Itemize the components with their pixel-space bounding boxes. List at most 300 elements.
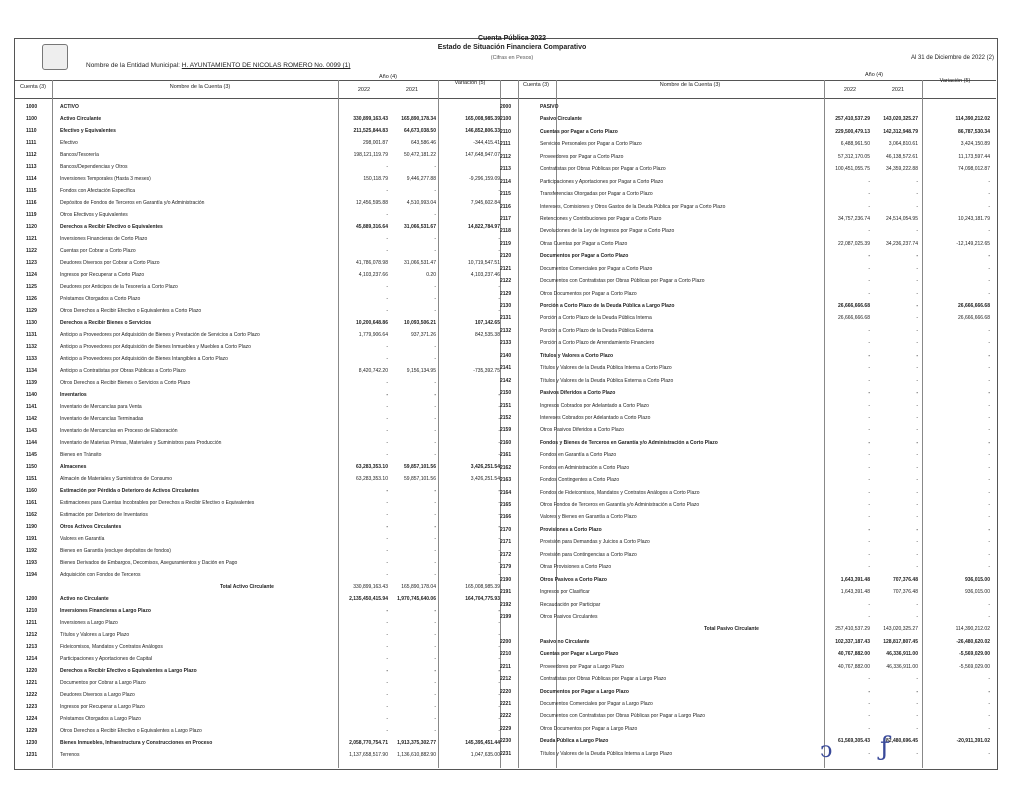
table-row xyxy=(26,728,500,740)
cell-name: Valores y Bienes en Garantía a Corto Plazo xyxy=(540,514,637,521)
cell-v21: - xyxy=(434,512,436,518)
table-row xyxy=(500,564,994,576)
cell-v22: - xyxy=(868,228,870,235)
cell-v21: - xyxy=(916,178,918,185)
cell-var: 165,008,985.39 xyxy=(465,584,500,590)
table-row xyxy=(500,738,994,750)
cell-var: - xyxy=(498,416,500,422)
document-title xyxy=(0,34,1024,52)
table-row xyxy=(500,402,994,415)
cell-v22: - xyxy=(386,536,388,542)
cell-v21: 143,020,325.27 xyxy=(883,626,918,633)
cell-var: - xyxy=(988,439,990,446)
cell-code: 1114 xyxy=(26,176,37,182)
cell-var: - xyxy=(498,440,500,446)
right-col-account-header: Cuenta (3) xyxy=(523,82,549,88)
cell-v21: - xyxy=(434,680,436,686)
cell-code: 2133 xyxy=(500,340,512,347)
cell-name: Participaciones y Aportaciones por Pagar a Corto Plazo xyxy=(540,178,664,185)
cell-var: - xyxy=(498,668,500,674)
cell-code: 2119 xyxy=(500,240,511,247)
cell-v22: 26,666,666.68 xyxy=(838,315,870,322)
cell-name: Cuentas por Pagar a Largo Plazo xyxy=(540,651,619,658)
cell-var: - xyxy=(988,228,990,235)
cell-var: - xyxy=(498,728,500,734)
cell-code: 1124 xyxy=(26,272,37,278)
cell-v21: - xyxy=(434,536,436,542)
cell-var: - xyxy=(498,296,500,302)
cell-code: 2140 xyxy=(500,352,512,359)
cell-code: 1110 xyxy=(26,128,37,134)
cell-name: Contratistas por Obras Públicas por Pagar a Largo Plazo xyxy=(540,676,667,683)
cell-name: Títulos y Valores de la Deuda Pública Interna a Corto Plazo xyxy=(540,365,672,372)
cell-code: 2132 xyxy=(500,327,512,334)
table-row xyxy=(500,414,994,427)
cell-v21: - xyxy=(916,278,918,285)
cell-v22: - xyxy=(868,750,870,757)
cell-v22: - xyxy=(386,488,388,494)
right-col-name-header: Nombre de la Cuenta (3) xyxy=(659,82,721,88)
cell-var: - xyxy=(988,265,990,272)
table-row xyxy=(26,632,500,644)
cell-name: Activo no Circulante xyxy=(60,596,109,602)
cell-var: - xyxy=(988,688,990,695)
cell-v21: - xyxy=(916,701,918,707)
table-row xyxy=(500,576,994,589)
cell-name: Porción a Corto Plazo de la Deuda Pública Interna xyxy=(540,315,652,322)
cell-name: Fondos en Garantía a Corto Plazo xyxy=(540,452,617,459)
cell-code: 2165 xyxy=(500,502,512,508)
cell-name: Participaciones y Aportaciones de Capital xyxy=(60,656,152,662)
table-row xyxy=(500,725,994,738)
cell-v22: 34,757,236.74 xyxy=(838,215,870,222)
cell-v21: - xyxy=(434,668,436,674)
table-row xyxy=(26,620,500,632)
cell-name: Anticipo a Proveedores por Adquisición de Bienes y Prestación de Servicios a Corto Plazo xyxy=(60,332,260,338)
cell-v22: - xyxy=(868,601,870,608)
table-row xyxy=(500,253,994,265)
cell-v22: - xyxy=(868,203,870,210)
cell-code: 2179 xyxy=(500,564,512,571)
cell-v22: 211,525,844.83 xyxy=(353,128,388,134)
table-row xyxy=(26,236,500,248)
cell-code: 1190 xyxy=(26,524,37,530)
cell-var: - xyxy=(498,236,500,242)
cell-v21: - xyxy=(434,548,436,554)
table-row xyxy=(500,464,994,477)
table-row xyxy=(26,332,500,344)
table-row xyxy=(26,668,500,680)
units-note: (Cifras en Pesos) xyxy=(490,55,534,61)
cell-v22: - xyxy=(386,164,388,170)
cell-v21: 64,673,038.50 xyxy=(404,128,436,134)
cell-v21: - xyxy=(434,236,436,242)
cell-code: 2159 xyxy=(500,427,512,434)
cell-v21: - xyxy=(916,439,918,446)
cell-code: 1129 xyxy=(26,308,37,314)
cell-v22: - xyxy=(868,327,870,334)
table-row xyxy=(26,680,500,692)
cell-v21: 59,857,101.56 xyxy=(404,464,436,470)
table-row xyxy=(500,315,994,327)
table-row xyxy=(26,368,500,380)
cell-v21: - xyxy=(434,620,436,626)
table-row xyxy=(26,704,500,716)
cell-var: - xyxy=(988,514,990,521)
cell-code: 2142 xyxy=(500,377,512,384)
cell-code: 2163 xyxy=(500,477,512,484)
table-row xyxy=(500,589,994,601)
cell-v22: - xyxy=(386,608,388,614)
cell-v22: - xyxy=(868,452,870,459)
table-row xyxy=(26,512,500,524)
cell-v21: - xyxy=(916,315,918,322)
cell-name: Terrenos xyxy=(60,752,80,758)
cell-var: - xyxy=(988,327,990,334)
cell-v22: 150,118.79 xyxy=(363,176,388,182)
table-row xyxy=(26,116,500,128)
cell-code: 1116 xyxy=(26,200,37,206)
cell-v22: - xyxy=(386,236,388,242)
cell-v22: - xyxy=(868,402,870,409)
cell-name: Contratistas por Obras Públicas por Pagar a Corto Plazo xyxy=(540,166,666,173)
cell-code: 1151 xyxy=(26,476,37,482)
cell-v21: - xyxy=(434,188,436,194)
cell-name: PASIVO xyxy=(540,104,559,110)
cell-code: 1133 xyxy=(26,356,37,362)
table-row xyxy=(26,656,500,668)
cell-v21: - xyxy=(434,704,436,710)
cell-var: - xyxy=(988,414,990,421)
cell-code: 1125 xyxy=(26,284,37,290)
table-row xyxy=(26,692,500,704)
table-row xyxy=(26,212,500,224)
cell-name: Préstamos Otorgados a Corto Plazo xyxy=(60,296,141,302)
cell-var: - xyxy=(988,676,990,683)
cell-code: 1214 xyxy=(26,656,38,662)
cell-var: -20,911,391.02 xyxy=(956,738,990,745)
cell-name: Estimación por Deterioro de Inventarios xyxy=(60,512,148,518)
cell-name: Inventario de Mercancías Terminadas xyxy=(60,416,144,422)
cell-var: - xyxy=(498,548,500,554)
cell-code: 1221 xyxy=(26,680,38,686)
cell-v22: - xyxy=(386,380,388,386)
right-col-2022-header: 2022 xyxy=(843,87,857,93)
cell-v22: 2,058,770,754.71 xyxy=(349,740,388,746)
cell-name: Porción a Corto Plazo de la Deuda Pública Externa xyxy=(540,327,654,334)
table-row xyxy=(26,152,500,164)
cell-code: 2111 xyxy=(500,141,511,148)
cell-name: Inventario de Mercancías en Proceso de Elaboración xyxy=(60,428,178,434)
cell-v22: 1,137,658,517.90 xyxy=(349,752,388,758)
cell-v21: 165,890,178.34 xyxy=(401,116,436,122)
cell-name: Documentos por Pagar a Largo Plazo xyxy=(540,688,629,695)
cell-code: 1142 xyxy=(26,416,37,422)
table-row xyxy=(500,352,994,365)
cell-v22: 198,121,119.79 xyxy=(353,152,388,158)
cell-code: 1130 xyxy=(26,320,37,326)
cell-name: Otras Cuentas por Pagar a Corto Plazo xyxy=(540,240,628,247)
cell-name: Ingresos por Recuperar a Largo Plazo xyxy=(60,704,145,710)
cell-v21: - xyxy=(434,608,436,614)
cell-name: Fondos con Afectación Específica xyxy=(60,188,136,194)
table-row xyxy=(26,140,500,152)
cell-name: Títulos y Valores a Corto Plazo xyxy=(540,352,614,359)
cell-code: 1139 xyxy=(26,380,37,386)
cell-v22: - xyxy=(868,340,870,347)
cell-var: - xyxy=(988,390,990,397)
cell-v22: 63,283,353.10 xyxy=(356,464,388,470)
cell-code: 2129 xyxy=(500,290,512,297)
cell-var: - xyxy=(988,340,990,347)
cell-v22: 298,001.87 xyxy=(362,140,388,146)
table-row xyxy=(500,290,994,303)
cell-v22: - xyxy=(868,613,870,620)
cell-v21: 128,817,807.45 xyxy=(883,638,918,645)
table-row xyxy=(500,215,994,228)
table-row xyxy=(26,740,500,752)
cell-name: Retenciones y Contribuciones por Pagar a Corto Plazo xyxy=(540,215,662,222)
cell-name: Deudores Diversos por Cobrar a Corto Plazo xyxy=(60,260,160,266)
cell-code: 1222 xyxy=(26,692,38,698)
cell-v22: - xyxy=(868,688,870,695)
cell-v22: 8,420,742.20 xyxy=(358,368,388,374)
cell-v22: - xyxy=(386,524,388,530)
cell-var: 842,535.38 xyxy=(474,332,500,338)
table-row xyxy=(26,536,500,548)
cell-name: Inversiones a Largo Plazo xyxy=(60,620,118,626)
cell-var: 114,390,212.02 xyxy=(955,626,990,633)
cell-var: - xyxy=(988,701,990,707)
cell-name: Pasivo no Circulante xyxy=(540,638,590,645)
cell-code: 2199 xyxy=(500,613,512,620)
cell-name: Fondos en Administración a Corto Plazo xyxy=(540,464,630,471)
cell-code: 2110 xyxy=(500,128,511,135)
cell-v22: - xyxy=(868,178,870,185)
cell-name: Deudores Diversos a Largo Plazo xyxy=(60,692,135,698)
cell-v21: - xyxy=(434,392,436,398)
cell-name: Estimación por Pérdida o Deterioro de Activos Circulantes xyxy=(60,488,200,494)
cell-code: 2150 xyxy=(500,390,512,397)
table-row xyxy=(500,327,994,340)
table-row xyxy=(26,164,500,176)
cell-v21: - xyxy=(916,228,918,235)
cell-name: Bancos/Dependencias y Otros xyxy=(60,164,128,170)
cell-code: 1224 xyxy=(26,716,38,722)
cell-name: Intereses Cobrados por Adelantado a Corto Plazo xyxy=(540,414,651,421)
right-col-year-header: Año (4) xyxy=(864,72,884,78)
cell-v21: 165,890,178.04 xyxy=(401,584,436,590)
cell-var: - xyxy=(498,392,500,398)
cell-v22: - xyxy=(868,514,870,521)
cell-v22: 4,103,237.66 xyxy=(358,272,388,278)
cell-name: Proveedores por Pagar a Largo Plazo xyxy=(540,663,624,670)
cell-v21: - xyxy=(434,416,436,422)
cell-v21: - xyxy=(916,340,918,347)
cell-v22: - xyxy=(386,212,388,218)
cell-code: 1115 xyxy=(26,188,37,194)
cell-var: - xyxy=(988,365,990,372)
cell-v22: - xyxy=(386,644,388,650)
cell-name: Ingresos por Recuperar a Corto Plazo xyxy=(60,272,145,278)
cell-name: Pasivo Circulante xyxy=(540,116,582,123)
cell-var: - xyxy=(988,203,990,210)
cell-name: Documentos por Pagar a Corto Plazo xyxy=(540,253,629,260)
cell-name: Otros Fondos de Terceros en Garantía y/o Administración a Corto Plazo xyxy=(540,502,700,508)
cell-var: 936,015.00 xyxy=(964,589,990,596)
cell-v21: - xyxy=(434,404,436,410)
cell-var: - xyxy=(988,725,990,732)
cell-code: 1223 xyxy=(26,704,38,710)
table-row xyxy=(26,416,500,428)
cell-v21: - xyxy=(916,452,918,459)
cell-v22: 10,200,648.86 xyxy=(356,320,388,326)
cell-v21: 34,236,237.74 xyxy=(886,240,918,247)
cell-code: 2152 xyxy=(500,414,512,421)
table-row xyxy=(500,663,994,676)
cell-v22: - xyxy=(386,668,388,674)
table-row xyxy=(26,344,500,356)
cell-var: -735,392.75 xyxy=(473,368,500,374)
cell-var: 1,047,635.00 xyxy=(470,752,500,758)
cell-v21: 0.20 xyxy=(426,272,436,278)
cell-v21: 9,446,277.88 xyxy=(406,176,436,182)
table-row xyxy=(500,439,994,452)
table-row xyxy=(26,560,500,572)
cell-var: - xyxy=(988,713,990,720)
liabilities-table xyxy=(500,104,994,763)
cell-code: 2120 xyxy=(500,253,512,260)
subtitle-line: Estado de Situación Financiera Comparativo xyxy=(437,44,587,51)
cell-code: 1161 xyxy=(26,500,37,506)
cell-v21: - xyxy=(434,440,436,446)
cell-var: -12,149,212.65 xyxy=(956,240,990,247)
cell-var: - xyxy=(498,572,500,578)
cell-code: 2171 xyxy=(500,539,512,546)
cell-name: Servicios Personales por Pagar a Corto Plazo xyxy=(540,141,642,148)
cell-v21: 707,376.48 xyxy=(892,589,918,596)
cell-var: - xyxy=(988,551,990,558)
table-row xyxy=(500,713,994,725)
table-row xyxy=(500,688,994,701)
cell-code: 1143 xyxy=(26,428,37,434)
cell-v21: - xyxy=(916,551,918,558)
cell-code: 1220 xyxy=(26,668,38,674)
cell-name: Otros Derechos a Recibir Bienes o Servicios a Corto Plazo xyxy=(60,380,191,386)
table-row xyxy=(500,203,994,216)
cell-code: 2229 xyxy=(500,725,512,732)
cell-name: Provisión para Demandas y Juicios a Corto Plazo xyxy=(540,539,650,546)
cell-name: Otros Derechos a Recibir Efectivo o Equivalentes a Corto Plazo xyxy=(60,308,202,314)
cell-v21: - xyxy=(916,402,918,409)
cell-var: 10,719,547.51 xyxy=(468,260,500,266)
cell-v21: 3,064,810.61 xyxy=(888,141,918,148)
left-col-year-header: Año (4) xyxy=(378,74,398,80)
cell-code: 1145 xyxy=(26,452,37,458)
cell-name: Depósitos de Fondos de Terceros en Garantía y/o Administración xyxy=(60,200,205,206)
cell-code: 1119 xyxy=(26,212,37,218)
cell-code: 2116 xyxy=(500,203,511,210)
cell-code: 1111 xyxy=(26,140,37,146)
cell-name: Títulos y Valores de la Deuda Pública Externa a Corto Plazo xyxy=(540,377,674,384)
cell-v22: - xyxy=(386,416,388,422)
cell-v22: - xyxy=(868,365,870,372)
cell-code: 2114 xyxy=(500,178,511,185)
cell-code: 2118 xyxy=(500,228,511,235)
cell-name: Provisión para Contingencias a Corto Plazo xyxy=(540,551,637,558)
cell-v21: 46,138,572.61 xyxy=(886,153,918,160)
table-row xyxy=(500,278,994,290)
cell-name: Deuda Pública a Largo Plazo xyxy=(540,738,609,745)
cell-name: Préstamos Otorgados a Largo Plazo xyxy=(60,716,141,722)
cell-v21: - xyxy=(434,488,436,494)
cell-v22: - xyxy=(386,680,388,686)
cell-name: Deudores por Anticipos de la Tesorería a Corto Plazo xyxy=(60,284,178,290)
cell-v21: 24,514,054.95 xyxy=(886,215,918,222)
table-row xyxy=(500,551,994,564)
cell-v21: 82,480,696.45 xyxy=(886,738,918,745)
cell-var: -344,415.41 xyxy=(473,140,500,146)
cell-name: Otros Derechos a Recibir Efectivo o Equivalentes a Largo Plazo xyxy=(60,728,202,734)
cell-v21: - xyxy=(434,572,436,578)
cell-code: 1131 xyxy=(26,332,37,338)
cell-name: Porción a Corto Plazo de la Deuda Pública a Largo Plazo xyxy=(540,303,675,309)
cell-v22: - xyxy=(868,278,870,285)
table-row xyxy=(500,502,994,514)
cell-code: 1229 xyxy=(26,728,38,734)
cell-v22: - xyxy=(868,427,870,434)
entity-name: H. AYUNTAMIENTO DE NICOLAS ROMERO No. 0099 (1) xyxy=(181,62,351,69)
cell-code: 1200 xyxy=(26,596,38,602)
cell-var: 147,648,947.07 xyxy=(465,152,500,158)
cell-name: Total Pasivo Circulante xyxy=(704,626,759,633)
cell-v22: - xyxy=(868,414,870,421)
cell-code: 1120 xyxy=(26,224,37,230)
table-row xyxy=(26,716,500,728)
cell-code: 2211 xyxy=(500,663,511,670)
right-col-2021-header: 2021 xyxy=(891,87,905,93)
cell-v22: - xyxy=(868,352,870,359)
cell-var: 3,424,150.89 xyxy=(960,141,990,148)
cell-name: Inventario de Materias Primas, Materiales y Suministros para Producción xyxy=(60,440,222,446)
cell-v22: 45,889,316.64 xyxy=(356,224,388,230)
cell-name: Otros Pasivos Diferidos a Corto Plazo xyxy=(540,427,624,434)
table-row xyxy=(26,260,500,272)
cell-var: - xyxy=(498,428,500,434)
cell-v22: - xyxy=(868,713,870,720)
cell-code: 2122 xyxy=(500,278,512,285)
cell-name: Adquisición con Fondos de Terceros xyxy=(60,572,141,578)
cell-var: - xyxy=(498,248,500,254)
cell-v21: - xyxy=(434,428,436,434)
table-row xyxy=(500,613,994,626)
cell-code: 1160 xyxy=(26,488,37,494)
table-row xyxy=(500,452,994,464)
cell-name: Fideicomisos, Mandatos y Contratos Análogos xyxy=(60,644,163,650)
cell-code: 1140 xyxy=(26,392,37,398)
cell-v21: - xyxy=(916,290,918,297)
cell-code: 1100 xyxy=(26,116,37,122)
cell-v22: - xyxy=(868,253,870,260)
table-row xyxy=(500,340,994,352)
cell-v21: 1,136,610,882.90 xyxy=(397,752,436,758)
table-row xyxy=(26,524,500,536)
cell-code: 1210 xyxy=(26,608,38,614)
cell-v22: 61,569,305.43 xyxy=(838,738,870,745)
cell-code: 2130 xyxy=(500,303,512,309)
cell-v21: - xyxy=(916,613,918,620)
cell-v21: - xyxy=(916,377,918,384)
